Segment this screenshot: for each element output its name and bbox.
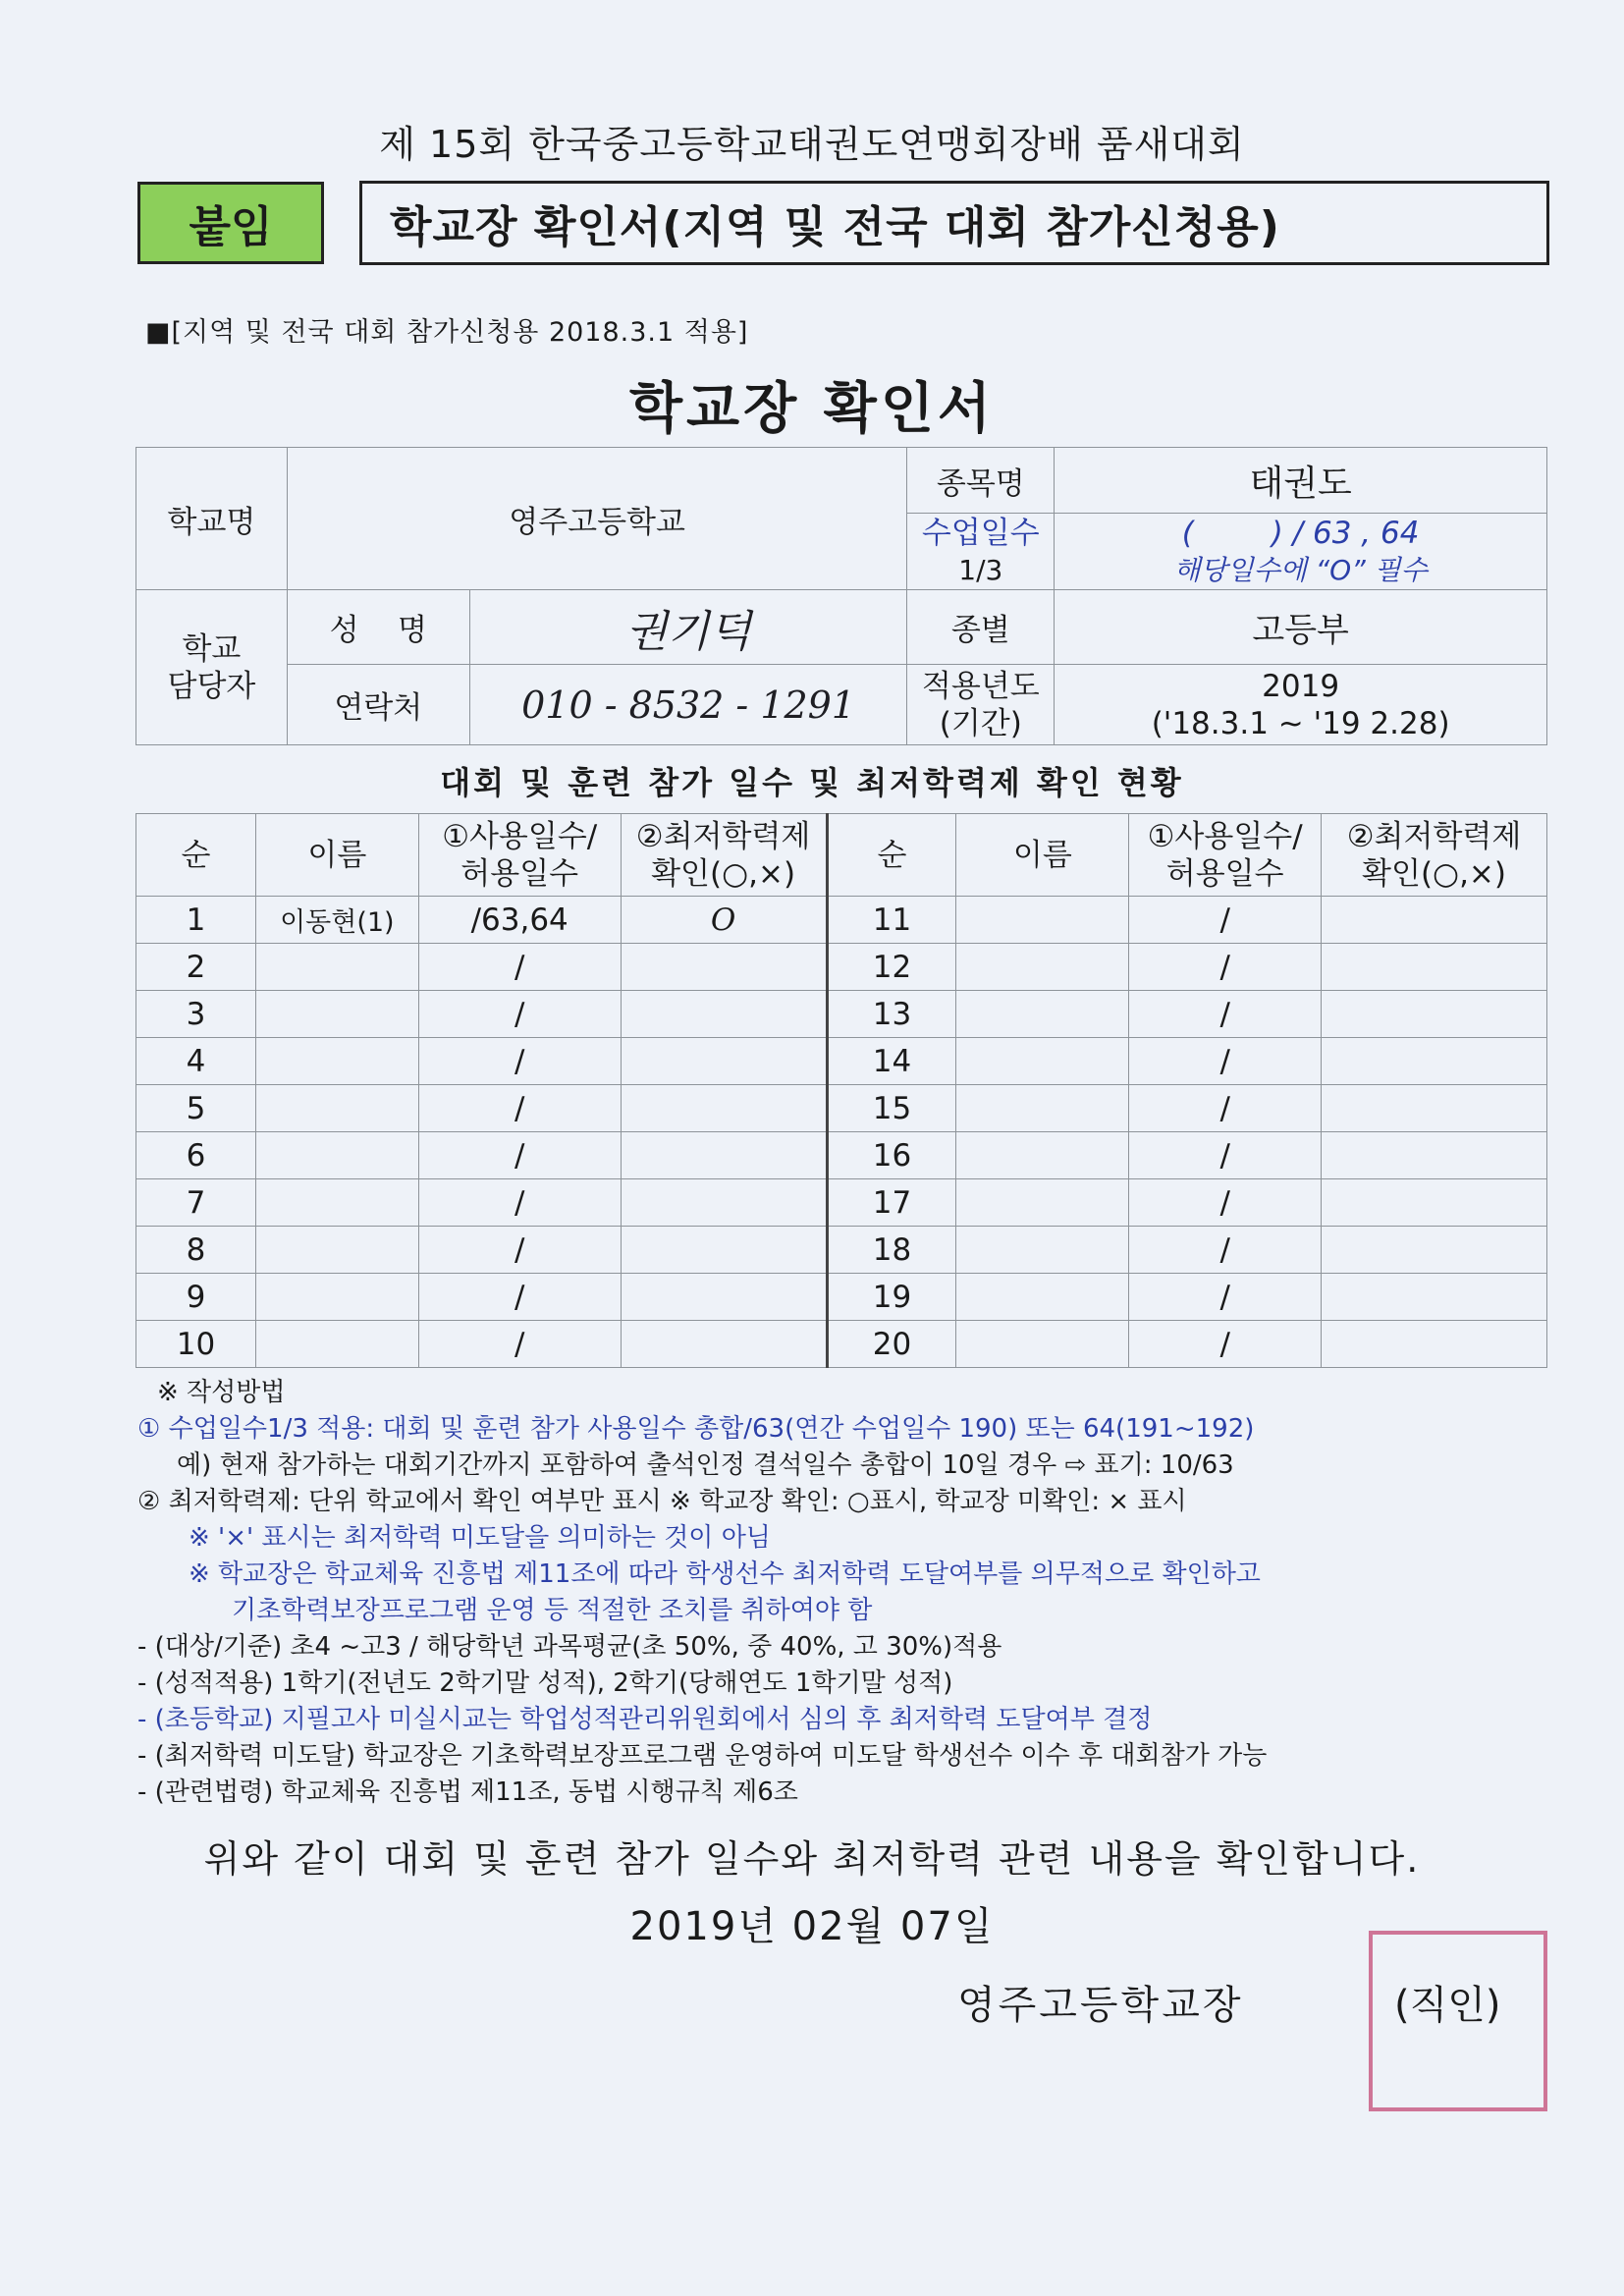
row-days-cell: / [1129,1085,1322,1132]
row-check-cell [621,944,827,991]
row-name-cell: 이동현(1) [255,897,418,944]
class-days-value-line1: ( ) / 63 , 64 [1181,515,1420,551]
row-days-cell: / [418,1227,621,1274]
row-check-cell [1322,1227,1547,1274]
header-days-left-line2: 허용일수 [460,855,579,892]
instruction-line: - (대상/기준) 초4 ~고3 / 해당학년 과목평균(초 50%, 중 40%, 고 30%)적용 [137,1632,1002,1662]
row-days-cell: / [418,1179,621,1227]
row-no-cell: 4 [136,1038,256,1085]
row-name-cell [255,1321,418,1368]
event-label: 종목명 [907,448,1055,514]
row-check-cell [1322,1274,1547,1321]
status-heading: 대회 및 훈련 참가 일수 및 최저학력제 확인 현황 [440,764,1184,801]
row-check-cell [621,1085,827,1132]
period-value-line2: ('18.3.1 ~ '19 2.28) [1151,705,1450,741]
header-days-right-line2: 허용일수 [1165,855,1284,892]
table-row [136,1227,1547,1274]
school-name-value: 영주고등학교 [287,448,907,590]
table-row [136,991,1547,1038]
row-no-cell: 7 [136,1179,256,1227]
row-days-cell: / [1129,991,1322,1038]
header-title: 학교장 확인서(지역 및 전국 대회 참가신청용) [359,181,1549,265]
row-name-cell [956,1132,1129,1179]
row-check-cell [1322,1038,1547,1085]
school-info-table [135,447,1547,745]
row-no-cell: 1 [136,897,256,944]
class-days-label-line1: 수업일수 [921,515,1040,551]
header-check-right [1322,814,1547,897]
row-days-cell: / [1129,1274,1322,1321]
row-no-cell: 6 [136,1132,256,1179]
row-check-cell [1322,991,1547,1038]
row-check-cell: O [621,897,827,944]
contact-label-line2: 담당자 [167,668,256,704]
instruction-line: ② 최저학력제: 단위 학교에서 확인 여부만 표시 ※ 학교장 확인: ○표시, 학교장 미확인: × 표시 [137,1487,1187,1516]
row-name-cell [956,1085,1129,1132]
row-name-cell [956,944,1129,991]
principal-signature: 영주고등학교장 [957,1983,1244,2028]
instruction-line: - (관련법령) 학교체육 진흥법 제11조, 동법 시행규칙 제6조 [137,1777,798,1807]
row-check-cell [621,1132,827,1179]
contact-label [136,590,288,745]
class-days-label-line2: 1/3 [958,553,1003,586]
row-days-cell: / [418,991,621,1038]
row-check-cell [1322,897,1547,944]
header-check-left [621,814,827,897]
row-no-cell: 15 [827,1085,956,1132]
row-name-cell [956,1321,1129,1368]
class-days-value [1055,514,1547,590]
row-no-cell: 9 [136,1274,256,1321]
status-rows [136,897,1547,1368]
table-row [136,1038,1547,1085]
row-days-cell: / [418,1274,621,1321]
header-check-right-line1: ②최저학력제 [1346,818,1522,854]
event-value: 태권도 [1055,448,1547,514]
header-days-left [418,814,621,897]
instruction-lines [137,1411,1551,1811]
table-row [136,1132,1547,1179]
instruction-line: ① 수업일수1/3 적용: 대회 및 훈련 참가 사용일수 총합/63(연간 수업일수 190) 또는 64(191~192) [137,1414,1255,1444]
row-days-cell: / [1129,1038,1322,1085]
instruction-line: - (성적적용) 1학기(전년도 2학기말 성적), 2학기(당해연도 1학기말 성적) [137,1668,953,1698]
header-check-left-line1: ②최저학력제 [635,818,811,854]
instruction-line: ※ 학교장은 학교체육 진흥법 제11조에 따라 학생선수 최저학력 도달여부를 의무적으로 확인하고 [189,1559,1261,1589]
period-label-line1: 적용년도 [921,668,1040,704]
header-no-left: 순 [136,814,256,897]
name-value: 권기덕 [469,590,907,665]
row-check-cell [621,1179,827,1227]
period-label-line2: (기간) [939,705,1022,741]
phone-value: 010 - 8532 - 1291 [469,665,907,745]
row-no-cell: 18 [827,1227,956,1274]
row-name-cell [255,1179,418,1227]
header-check-left-line2: 확인(○,×) [651,855,796,892]
header-no-right: 순 [827,814,956,897]
header-days-left-line1: ①사용일수/ [442,818,598,854]
row-no-cell: 17 [827,1179,956,1227]
header-days-right-line1: ①사용일수/ [1147,818,1303,854]
row-days-cell: / [1129,944,1322,991]
instruction-line: - (초등학교) 지필고사 미실시교는 학업성적관리위원회에서 심의 후 최저학력 도달여부 결정 [137,1705,1153,1734]
table-row [136,1274,1547,1321]
row-days-cell: /63,64 [418,897,621,944]
row-days-cell: / [1129,1321,1322,1368]
row-no-cell: 8 [136,1227,256,1274]
row-no-cell: 19 [827,1274,956,1321]
period-value [1055,665,1547,745]
header-check-right-line2: 확인(○,×) [1362,855,1507,892]
row-name-cell [255,991,418,1038]
contact-label-line1: 학교 [182,630,242,667]
row-name-cell [255,1132,418,1179]
row-days-cell: / [418,1038,621,1085]
row-days-cell: / [1129,1227,1322,1274]
instruction-line: - (최저학력 미도달) 학교장은 기초학력보장프로그램 운영하여 미도달 학생선수 이수 후 대회참가 가능 [137,1741,1268,1771]
row-days-cell: / [1129,1132,1322,1179]
instructions [137,1375,1551,1811]
document-title: 학교장 확인서 [628,377,996,441]
row-name-cell [255,1227,418,1274]
row-no-cell: 11 [827,897,956,944]
row-days-cell: / [418,1085,621,1132]
row-days-cell: / [418,944,621,991]
row-days-cell: / [1129,1179,1322,1227]
row-days-cell: / [1129,897,1322,944]
row-check-cell [1322,1179,1547,1227]
row-name-cell [956,991,1129,1038]
issue-date: 2019년 02월 07일 [629,1904,995,1949]
participation-status-table [135,813,1547,1368]
row-no-cell: 10 [136,1321,256,1368]
row-check-cell [621,991,827,1038]
row-check-cell [621,1274,827,1321]
row-name-cell [956,1179,1129,1227]
row-check-cell [1322,944,1547,991]
row-name-cell [255,1274,418,1321]
school-name-label: 학교명 [136,448,288,590]
row-name-cell [956,897,1129,944]
instructions-title: ※ 작성방법 [157,1378,286,1407]
category-label: 종별 [907,590,1055,665]
row-check-cell [621,1227,827,1274]
instruction-line: ※ '×' 표시는 최저학력 미도달을 의미하는 것이 아님 [189,1523,771,1553]
row-no-cell: 3 [136,991,256,1038]
phone-label: 연락처 [287,665,469,745]
name-label: 성 명 [287,590,469,665]
row-check-cell [1322,1132,1547,1179]
category-value: 고등부 [1055,590,1547,665]
row-no-cell: 20 [827,1321,956,1368]
table-row [136,1179,1547,1227]
row-no-cell: 12 [827,944,956,991]
form-version-note: ■[지역 및 전국 대회 참가신청용 2018.3.1 적용] [145,317,749,348]
table-row [136,1321,1547,1368]
seal-label: (직인) [1394,1983,1501,2028]
confirmation-statement: 위와 같이 대회 및 훈련 참가 일수와 최저학력 관련 내용을 확인합니다. [203,1837,1421,1881]
header-name-left: 이름 [255,814,418,897]
row-no-cell: 13 [827,991,956,1038]
row-no-cell: 14 [827,1038,956,1085]
row-name-cell [255,944,418,991]
instruction-line: 예) 현재 참가하는 대회기간까지 포함하여 출석인정 결석일수 총합이 10일 경우 ⇨ 표기: 10/63 [177,1450,1234,1480]
class-days-label [907,514,1055,590]
table-row [136,897,1547,944]
row-check-cell [621,1321,827,1368]
row-name-cell [255,1085,418,1132]
header-name-right: 이름 [956,814,1129,897]
row-no-cell: 2 [136,944,256,991]
class-days-value-line2: 해당일수에 “O” 필수 [1173,553,1428,586]
row-name-cell [956,1274,1129,1321]
row-days-cell: / [418,1132,621,1179]
row-check-cell [621,1038,827,1085]
row-check-cell [1322,1085,1547,1132]
attachment-tag: 붙임 [137,182,324,264]
row-name-cell [956,1038,1129,1085]
instruction-line: 기초학력보장프로그램 운영 등 적절한 조치를 취하여야 함 [232,1596,873,1625]
row-name-cell [255,1038,418,1085]
period-value-line1: 2019 [1262,668,1340,704]
row-check-cell [1322,1321,1547,1368]
row-name-cell [956,1227,1129,1274]
table-row [136,944,1547,991]
event-title: 제 15회 한국중고등학교태권도연맹회장배 품새대회 [379,123,1245,166]
period-label [907,665,1055,745]
table-row [136,1085,1547,1132]
row-no-cell: 16 [827,1132,956,1179]
header-days-right [1129,814,1322,897]
row-days-cell: / [418,1321,621,1368]
row-no-cell: 5 [136,1085,256,1132]
